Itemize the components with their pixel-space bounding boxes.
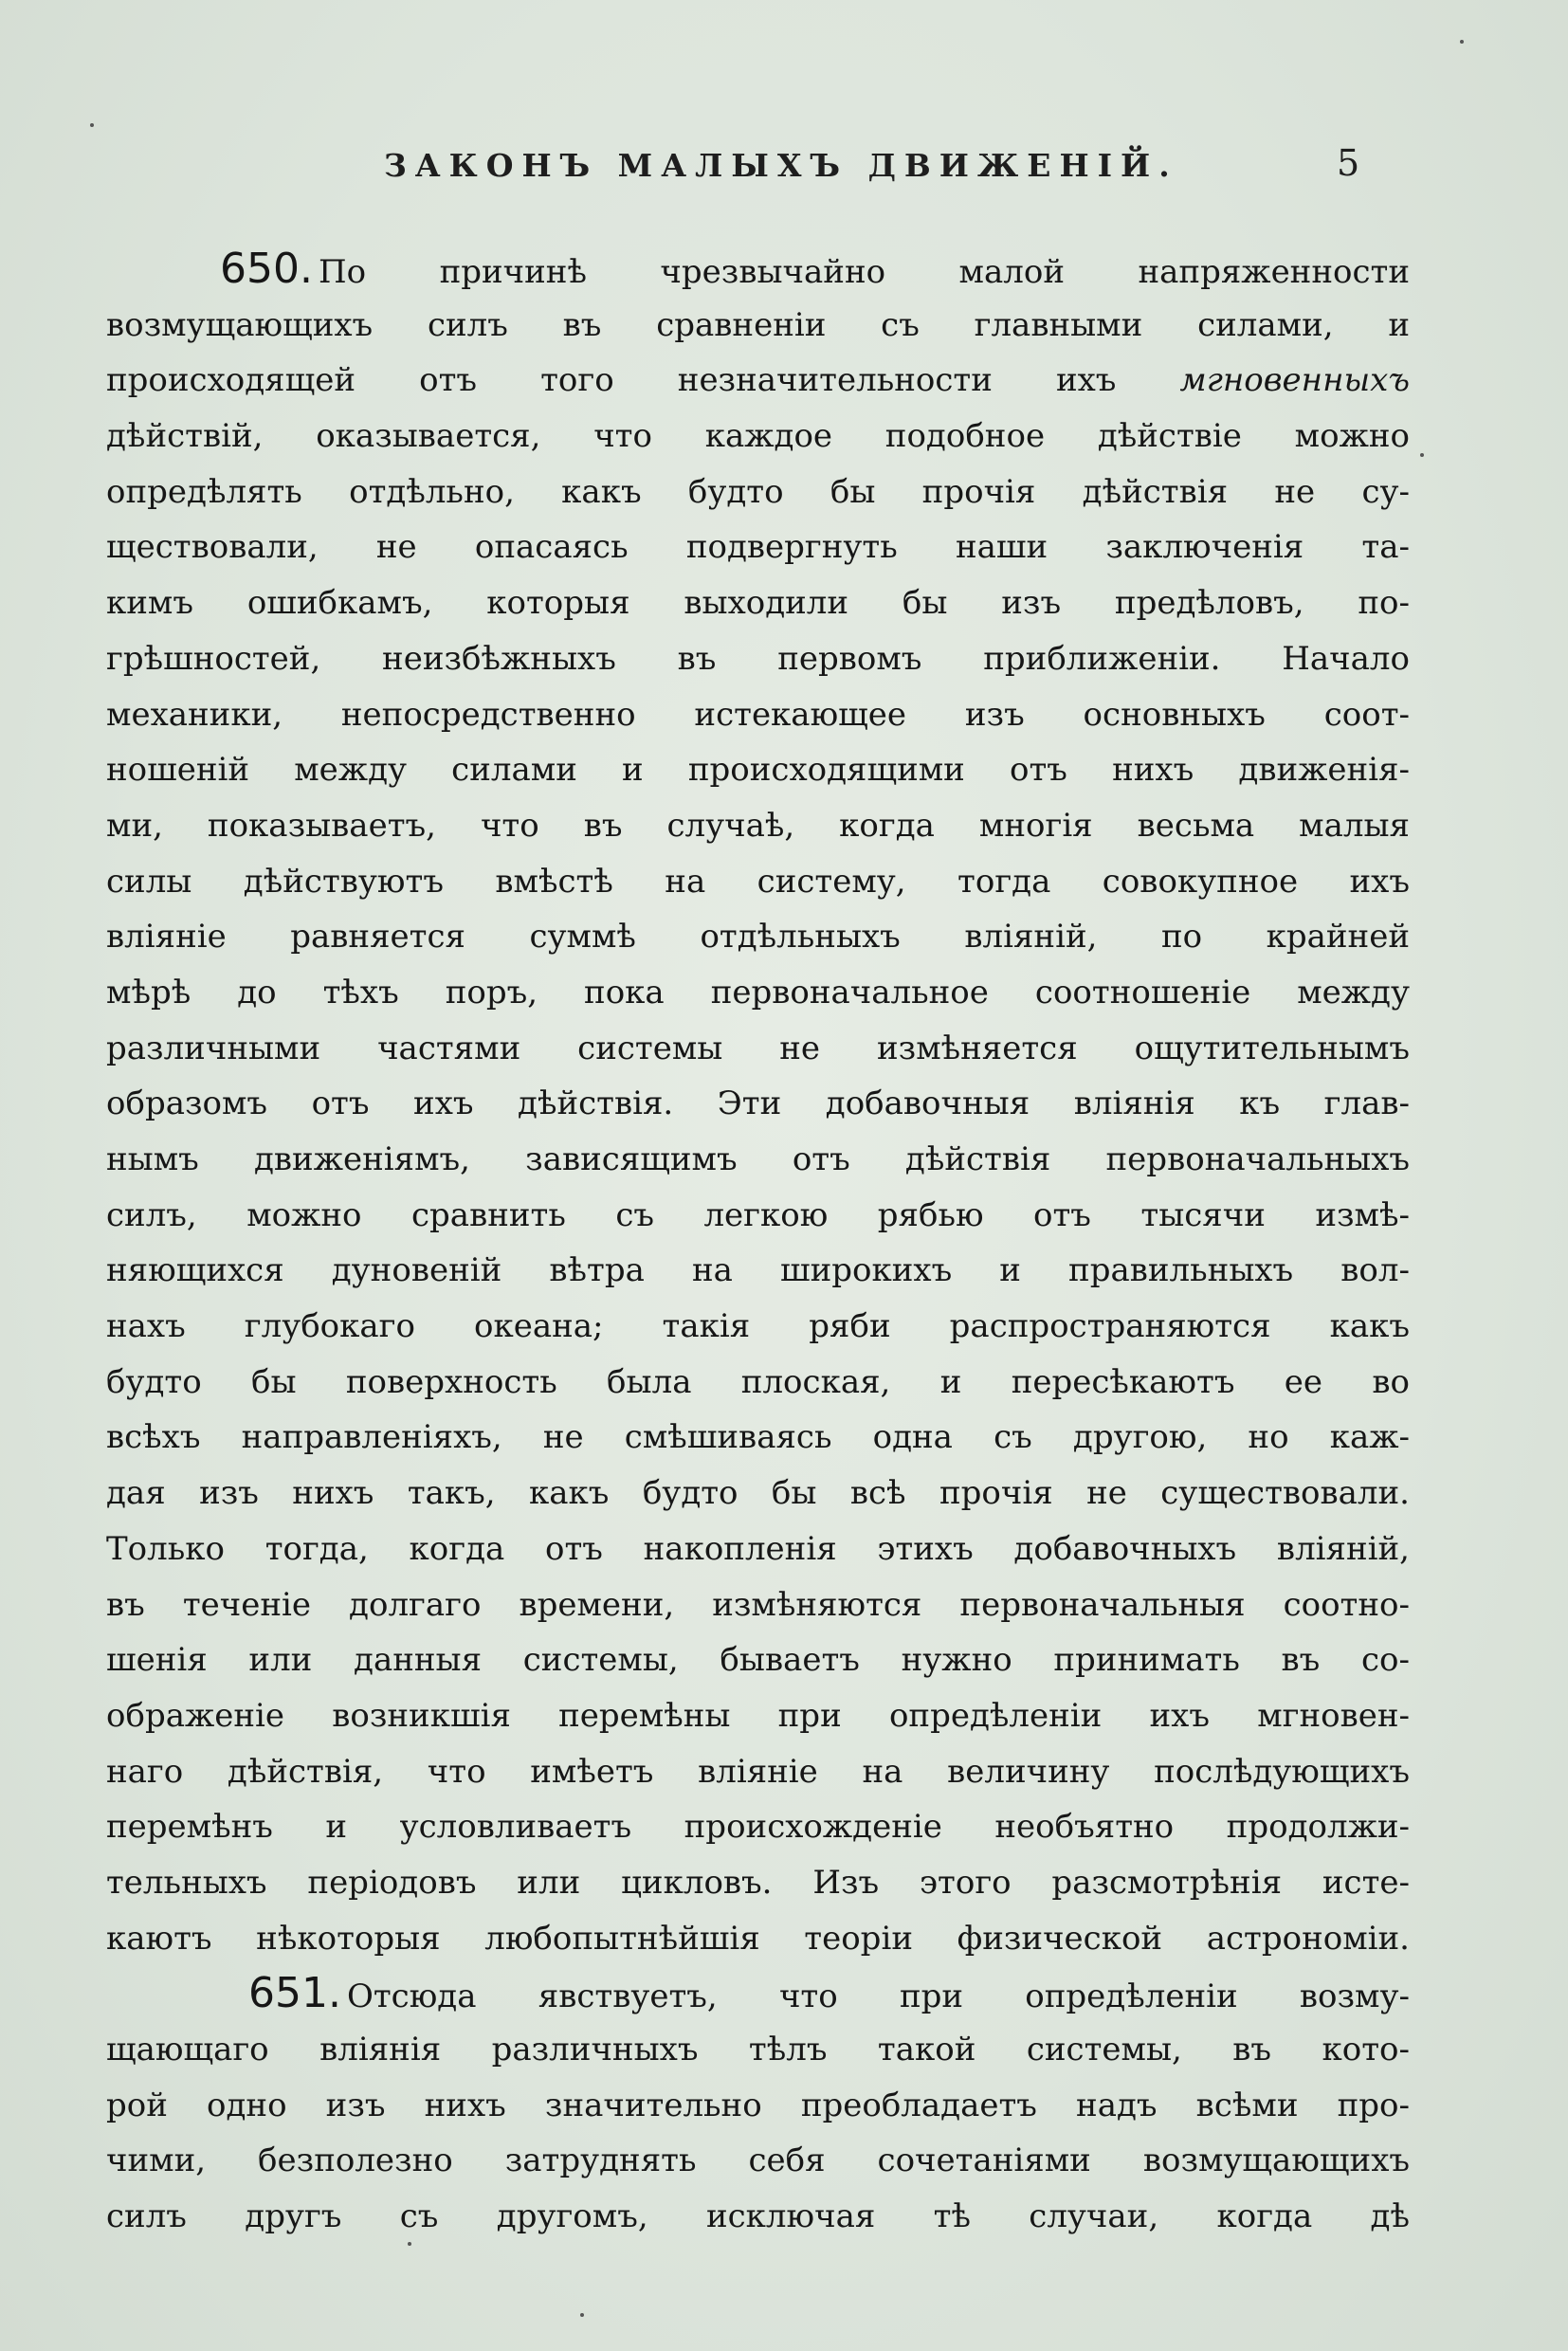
text-line: рой одно изъ нихъ значительно преобладаетъ надъ всѣми про-: [106, 2086, 1410, 2124]
text-line: [106, 1966, 1410, 2022]
italic-term: мгновенныхъ: [1179, 361, 1410, 400]
text-line: различными частями системы не измѣняется ощутительнымъ: [106, 1029, 1410, 1067]
page-number: 5: [1337, 142, 1360, 184]
text-line-content: происходящей отъ того незначительности ихъ: [106, 361, 1117, 400]
text-line: чими, безполезно затруднять себя сочетаніями возмущающихъ: [106, 2141, 1410, 2180]
text-line: дая изъ нихъ такъ, какъ будто бы всѣ прочія не существовали.: [106, 1474, 1410, 1513]
text-line: силъ другъ съ другомъ, исключая тѣ случаи, когда дѣ: [106, 2197, 1410, 2236]
text-line: опредѣлять отдѣльно, какъ будто бы прочія дѣйствія не су-: [106, 472, 1410, 511]
text-line: ношеній между силами и происходящими отъ нихъ движенія-: [106, 751, 1410, 790]
text-line: ществовали, не опасаясь подвергнуть наши заключенія та-: [106, 528, 1410, 567]
text-line: [106, 353, 1410, 409]
text-line: няющихся дуновеній вѣтра на широкихъ и правильныхъ вол-: [106, 1251, 1410, 1290]
paragraph-number: 650.: [220, 245, 313, 293]
text-line: перемѣнъ и условливаетъ происхожденіе необъятно продолжи-: [106, 1808, 1410, 1847]
paper-speck: [408, 2242, 411, 2246]
text-line: наго дѣйствія, что имѣетъ вліяніе на величину послѣдующихъ: [106, 1752, 1410, 1791]
text-line: грѣшностей, неизбѣжныхъ въ первомъ приближеніи. Начало: [106, 639, 1410, 678]
text-line: мѣрѣ до тѣхъ поръ, пока первоначальное соотношеніе между: [106, 973, 1410, 1011]
text-line: каютъ нѣкоторыя любопытнѣйшія теоріи физической астрономіи.: [106, 1919, 1410, 1958]
text-line-content: По причинѣ чрезвычайно малой напряженности: [318, 253, 1410, 291]
text-line: [106, 242, 1410, 298]
paper-speck: [1420, 453, 1424, 457]
text-line: дѣйствій, оказывается, что каждое подобное дѣйствіе можно: [106, 417, 1410, 456]
body-text: [106, 242, 1410, 2245]
text-line: будто бы поверхность была плоская, и пересѣкаютъ ее во: [106, 1362, 1410, 1401]
paper-speck: [580, 2313, 584, 2317]
text-line: шенія или данныя системы, бываетъ нужно принимать въ со-: [106, 1641, 1410, 1680]
text-line: ображеніе возникшія перемѣны при опредѣленіи ихъ мгновен-: [106, 1696, 1410, 1735]
text-line: механики, непосредственно истекающее изъ основныхъ соот-: [106, 695, 1410, 734]
text-line: всѣхъ направленіяхъ, не смѣшиваясь одна съ другою, но каж-: [106, 1418, 1410, 1457]
text-line: нахъ глубокаго океана; такія ряби распространяются какъ: [106, 1307, 1410, 1346]
text-line: кимъ ошибкамъ, которыя выходили бы изъ предѣловъ, по-: [106, 584, 1410, 623]
text-line: образомъ отъ ихъ дѣйствія. Эти добавочныя вліянія къ глав-: [106, 1084, 1410, 1123]
text-line: силъ, можно сравнить съ легкою рябью отъ тысячи измѣ-: [106, 1195, 1410, 1234]
running-head: ЗАКОНЪ МАЛЫХЪ ДВИЖЕНIЙ.: [384, 147, 1178, 184]
text-line: Только тогда, когда отъ накопленія этихъ добавочныхъ вліяній,: [106, 1529, 1410, 1568]
text-line: ми, показываетъ, что въ случаѣ, когда многія весьма малыя: [106, 806, 1410, 845]
text-line: въ теченіе долгаго времени, измѣняются первоначальныя соотно-: [106, 1585, 1410, 1624]
text-line: вліяніе равняется суммѣ отдѣльныхъ вліяній, по крайней: [106, 918, 1410, 957]
paragraph-number: 651.: [248, 1969, 341, 2018]
paper-speck: [90, 123, 94, 127]
text-line: силы дѣйствуютъ вмѣстѣ на систему, тогда совокупное ихъ: [106, 862, 1410, 901]
paper-speck: [1460, 40, 1464, 44]
text-line: возмущающихъ силъ въ сравненіи съ главными силами, и: [106, 305, 1410, 344]
text-line-content: Отсюда явствуетъ, что при опредѣленіи возму-: [346, 1977, 1410, 2016]
text-line: щающаго вліянія различныхъ тѣлъ такой системы, въ кото-: [106, 2031, 1410, 2069]
text-line: нымъ движеніямъ, зависящимъ отъ дѣйствія первоначальныхъ: [106, 1140, 1410, 1178]
text-line: тельныхъ періодовъ или цикловъ. Изъ этого разсмотрѣнія исте-: [106, 1863, 1410, 1902]
